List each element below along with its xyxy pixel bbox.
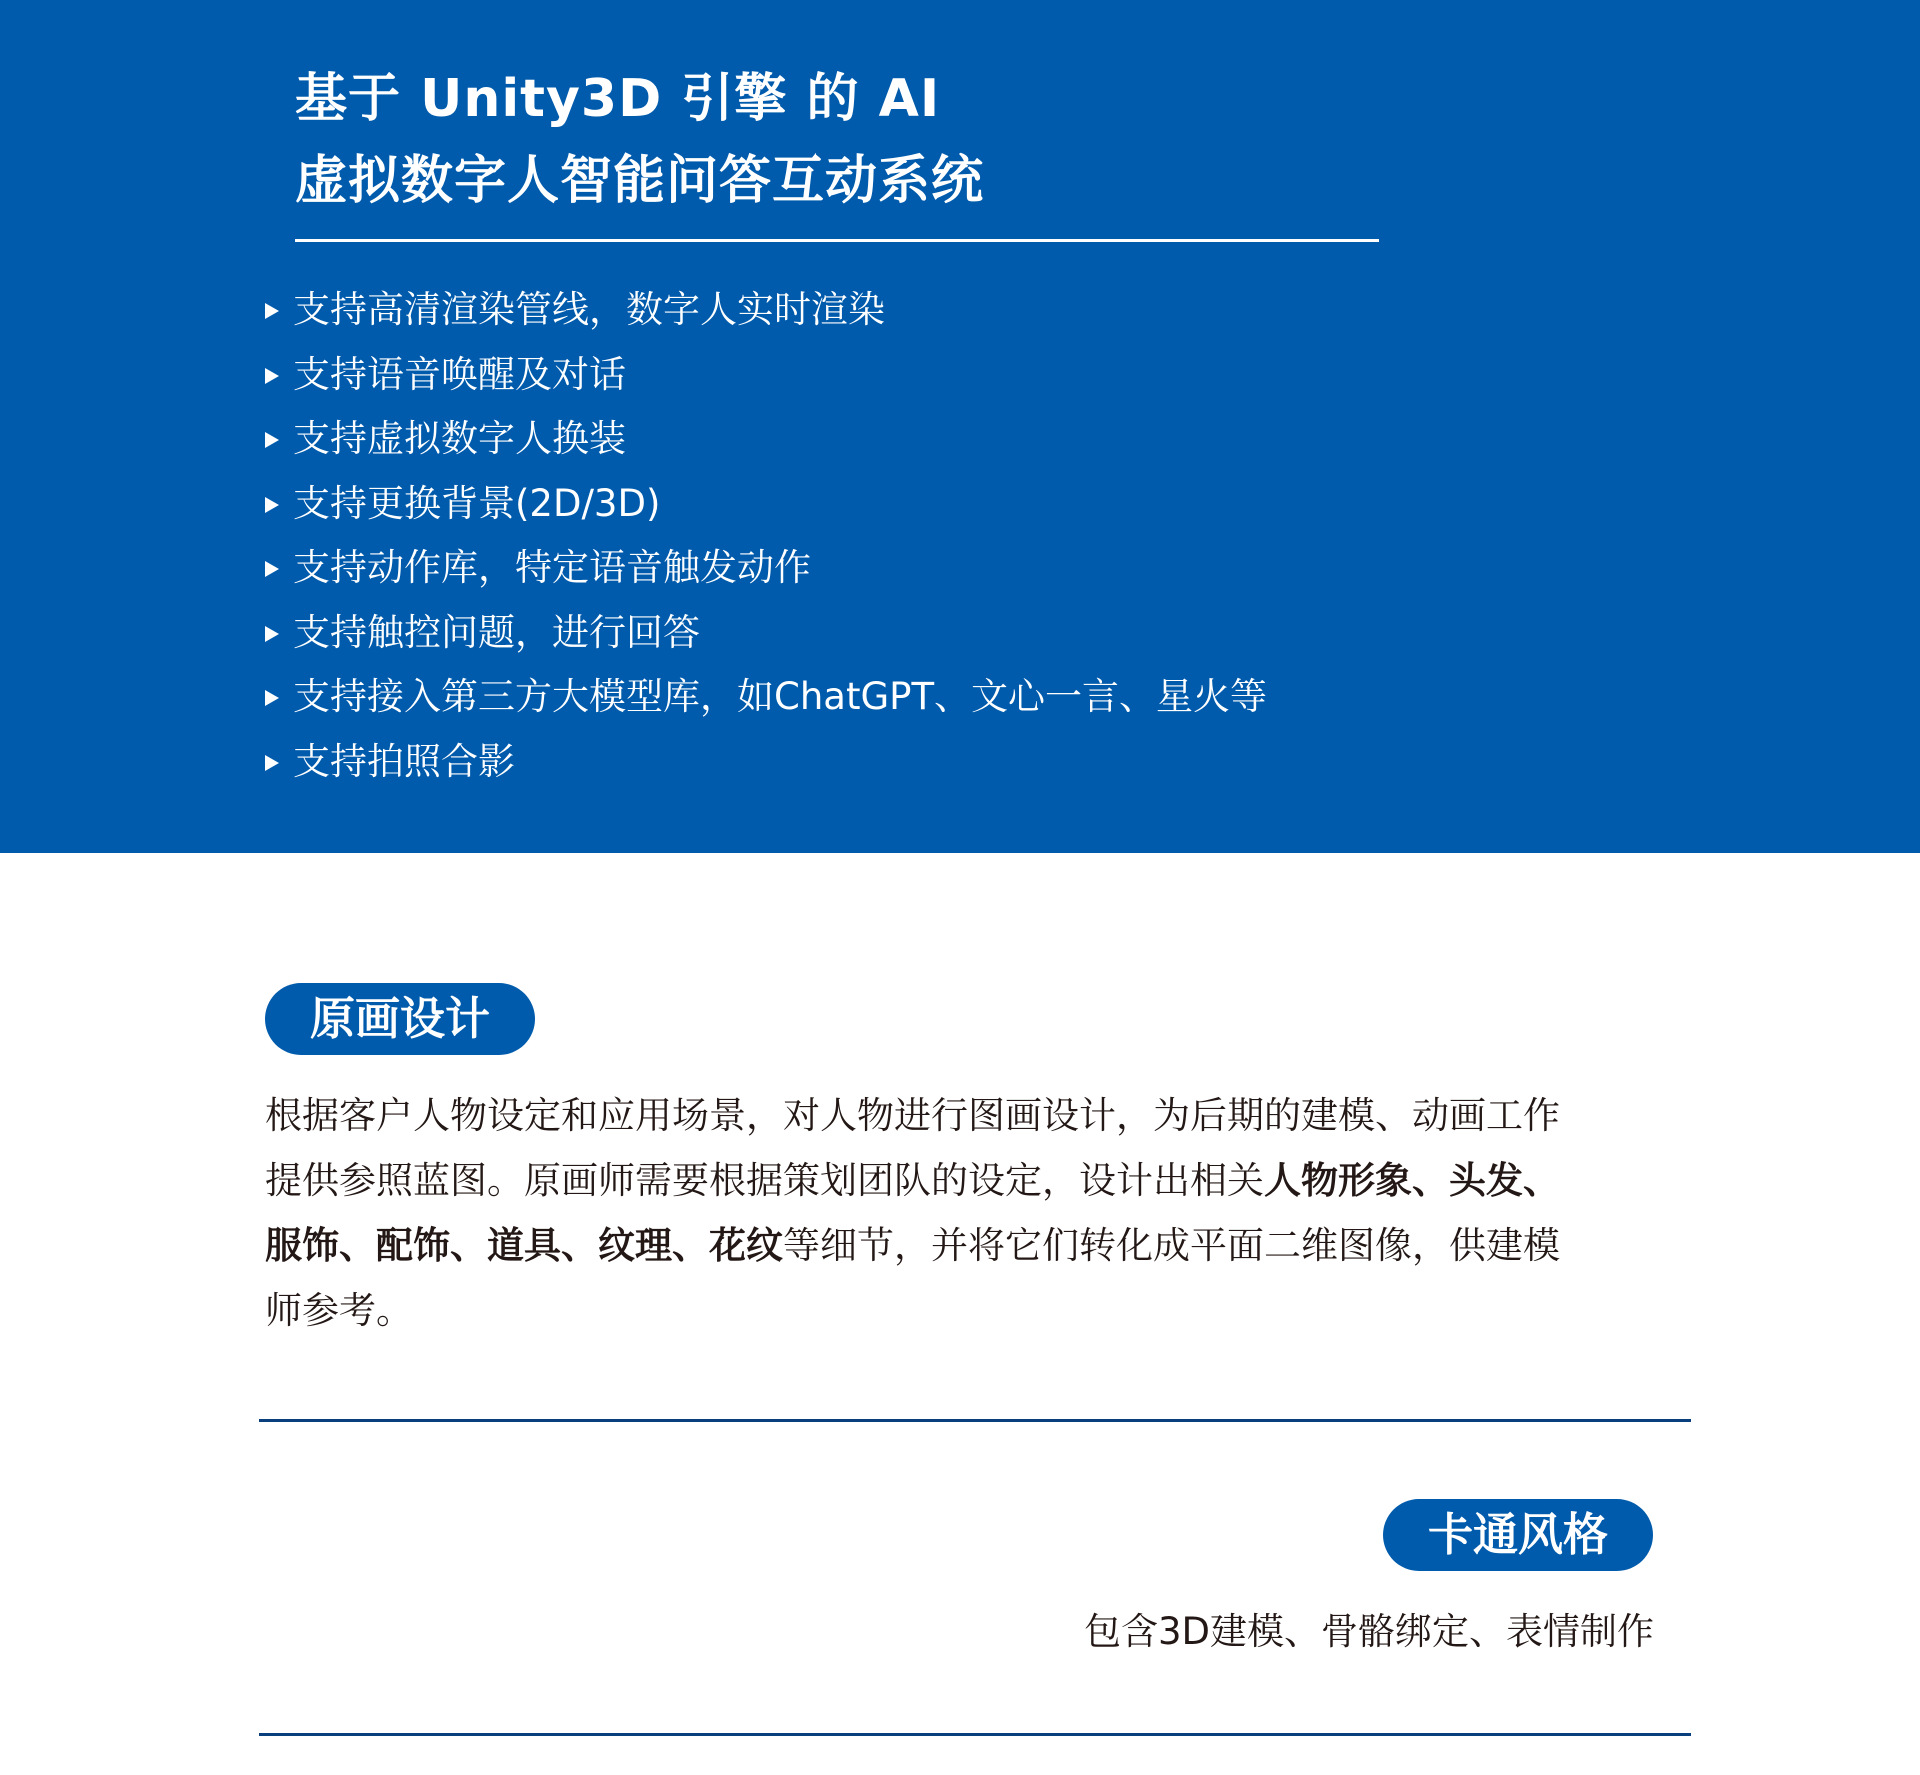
hero-banner: [0, 0, 1920, 853]
paragraph-line: [265, 1148, 1695, 1213]
feature-text: 支持高清渲染管线，数字人实时渲染: [293, 288, 885, 331]
triangle-bullet-icon: [265, 368, 279, 384]
feature-item: [265, 536, 1267, 601]
triangle-bullet-icon: [265, 432, 279, 448]
hero-title-line1: 基于 Unity3D 引擎 的 AI: [295, 69, 941, 129]
feature-item: [265, 278, 1267, 343]
feature-item: [265, 601, 1267, 666]
cartoon-style-description: 包含3D建模、骨骼绑定、表情制作: [1083, 1610, 1654, 1653]
feature-text: 支持语音唤醒及对话: [293, 352, 626, 396]
feature-item: [265, 343, 1267, 408]
paragraph-line: 师参考。: [265, 1289, 413, 1332]
original-art-description: [265, 1083, 1695, 1343]
hero-divider: [295, 239, 1379, 242]
feature-list: [265, 278, 1267, 794]
triangle-bullet-icon: [265, 303, 279, 319]
triangle-bullet-icon: [265, 690, 279, 706]
paragraph-line: [265, 1213, 1695, 1278]
section-divider: [259, 1419, 1691, 1422]
section-label-cartoon-style: 卡通风格: [1383, 1499, 1653, 1571]
highlight-text: 服饰、配饰、道具、纹理、花纹: [265, 1224, 783, 1267]
triangle-bullet-icon: [265, 561, 279, 577]
section-divider: [259, 1733, 1691, 1736]
paragraph-text: 等细节，并将它们转化成平面二维图像，供建模: [783, 1224, 1560, 1267]
triangle-bullet-icon: [265, 626, 279, 642]
triangle-bullet-icon: [265, 755, 279, 771]
paragraph-text: 提供参照蓝图。原画师需要根据策划团队的设定，设计出相关: [265, 1159, 1264, 1202]
hero-title-line2: 虚拟数字人智能问答互动系统: [295, 151, 985, 211]
feature-item: [265, 407, 1267, 472]
feature-text: 支持动作库，特定语音触发动作: [293, 546, 811, 589]
feature-item: [265, 665, 1267, 730]
feature-item: [265, 472, 1267, 537]
feature-text: 支持触控问题，进行回答: [293, 610, 700, 654]
feature-text: 支持拍照合影: [293, 739, 515, 783]
paragraph-line: 根据客户人物设定和应用场景，对人物进行图画设计，为后期的建模、动画工作: [265, 1094, 1560, 1137]
feature-text: 支持接入第三方大模型库，如ChatGPT、文心一言、星火等: [293, 675, 1268, 718]
feature-text: 支持更换背景(2D/3D): [293, 481, 661, 525]
section-label-original-art: 原画设计: [265, 983, 535, 1055]
feature-item: [265, 730, 1267, 795]
highlight-text: 人物形象、头发、: [1264, 1159, 1560, 1202]
feature-text: 支持虚拟数字人换装: [293, 417, 626, 460]
triangle-bullet-icon: [265, 497, 279, 513]
hero-title: [295, 58, 984, 222]
